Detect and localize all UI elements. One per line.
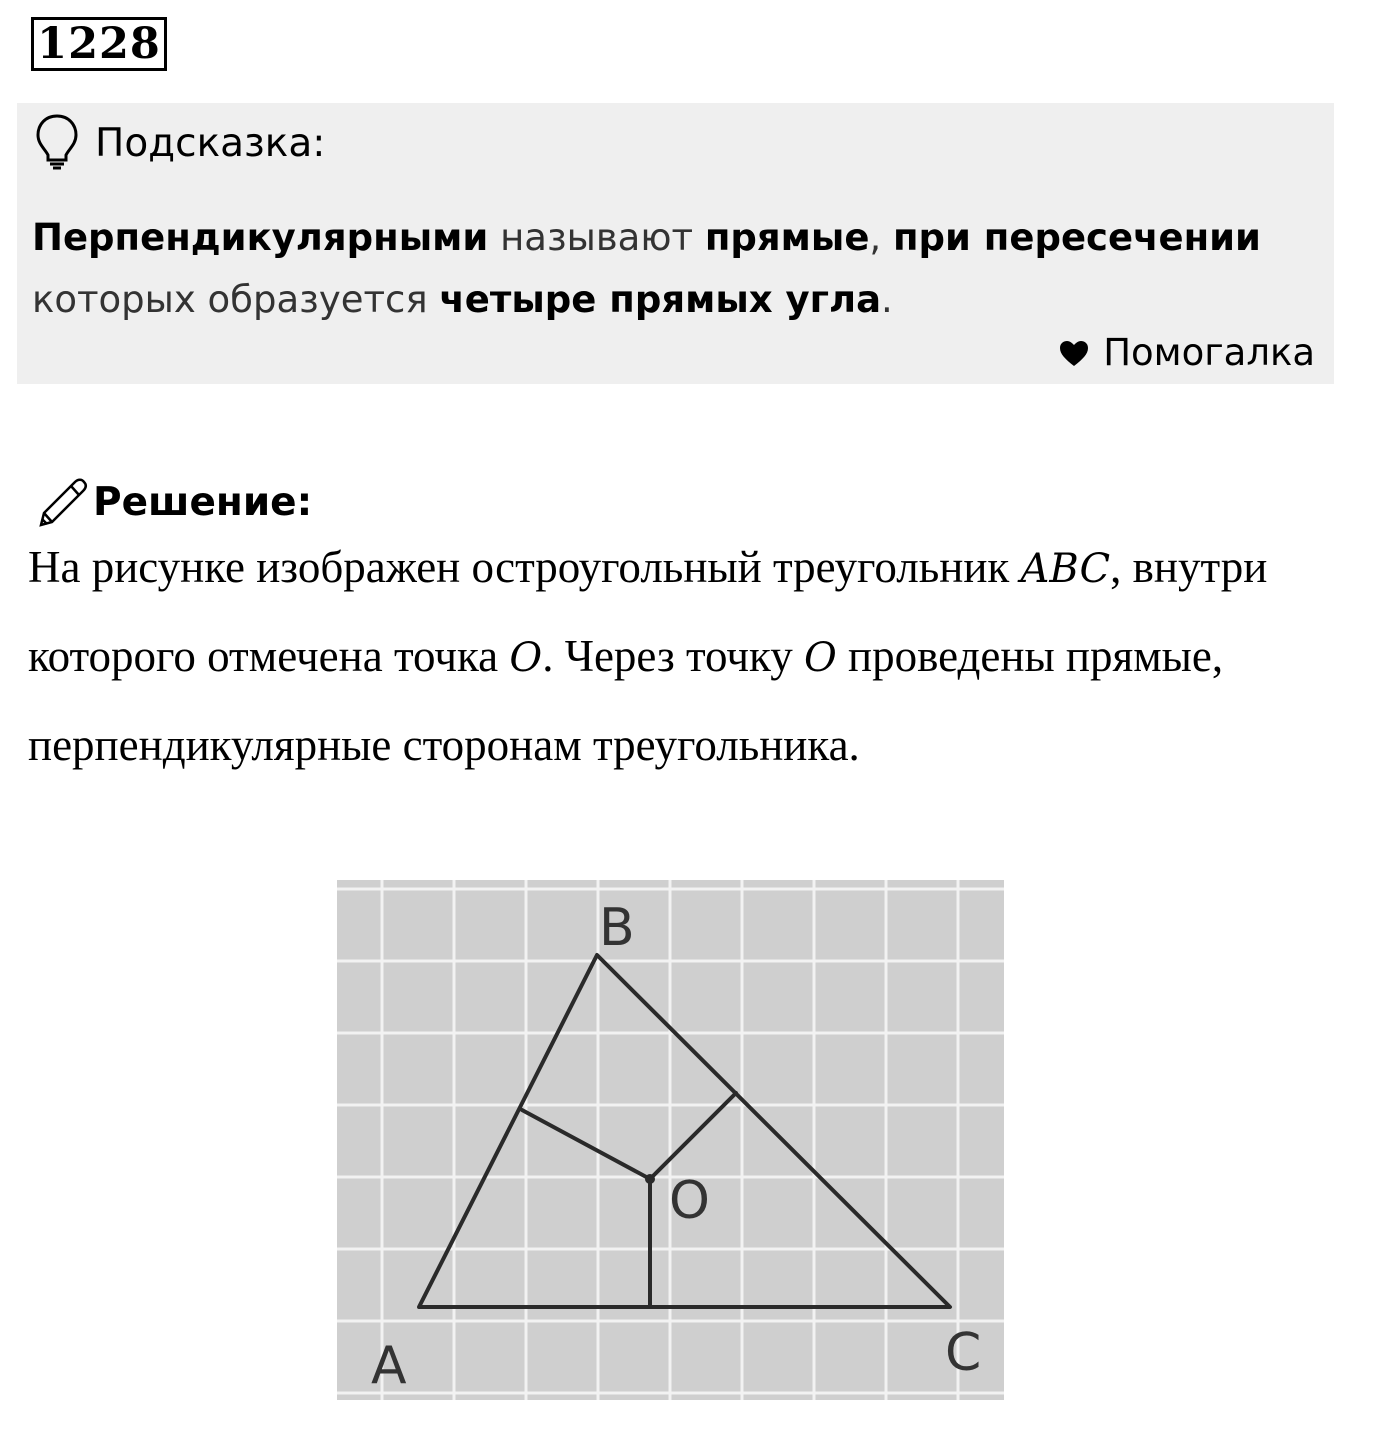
hint-credit-label: Помогалка (1103, 331, 1315, 374)
solution-math: O (509, 635, 543, 681)
solution-text-part: проведены прямые, перпендикулярные сторонам треугольника. (28, 631, 1224, 770)
task-number: 1228 (31, 17, 167, 71)
hint-box (17, 103, 1334, 384)
solution-text-part: , внутри которого отмечена точка (28, 542, 1268, 681)
point-o (645, 1174, 655, 1184)
hint-text-part: при пересечении (892, 216, 1261, 259)
hint-text (32, 207, 1322, 331)
solution-text-part: . Через точку (542, 631, 804, 681)
hint-text-part: четыре прямых угла (439, 278, 882, 321)
lightbulb-icon (35, 113, 79, 171)
hint-text-part: называют (488, 216, 705, 259)
hint-text-part: . (881, 278, 893, 321)
hint-credit (1059, 326, 1315, 380)
solution-text-part: На рисунке изображен остроугольный треугольник (28, 542, 1021, 592)
heart-icon (1059, 340, 1089, 367)
hint-text-part: прямые (704, 216, 870, 259)
vertex-label-c: C (945, 1323, 982, 1383)
pencil-icon (35, 475, 89, 531)
vertex-label-a: A (371, 1336, 407, 1396)
hint-title: Подсказка: (95, 121, 326, 166)
triangle-figure (337, 880, 1004, 1400)
hint-text-part: Перпендикулярными (32, 216, 489, 259)
hint-text-part: которых образуется (32, 278, 440, 321)
hint-text-part: , (869, 216, 893, 259)
point-label-o: O (669, 1171, 710, 1231)
solution-math: ABC (1020, 546, 1111, 592)
solution-math: O (804, 635, 837, 681)
vertex-label-b: B (599, 898, 635, 958)
solution-text (28, 524, 1328, 789)
solution-title: Решение: (93, 480, 313, 525)
